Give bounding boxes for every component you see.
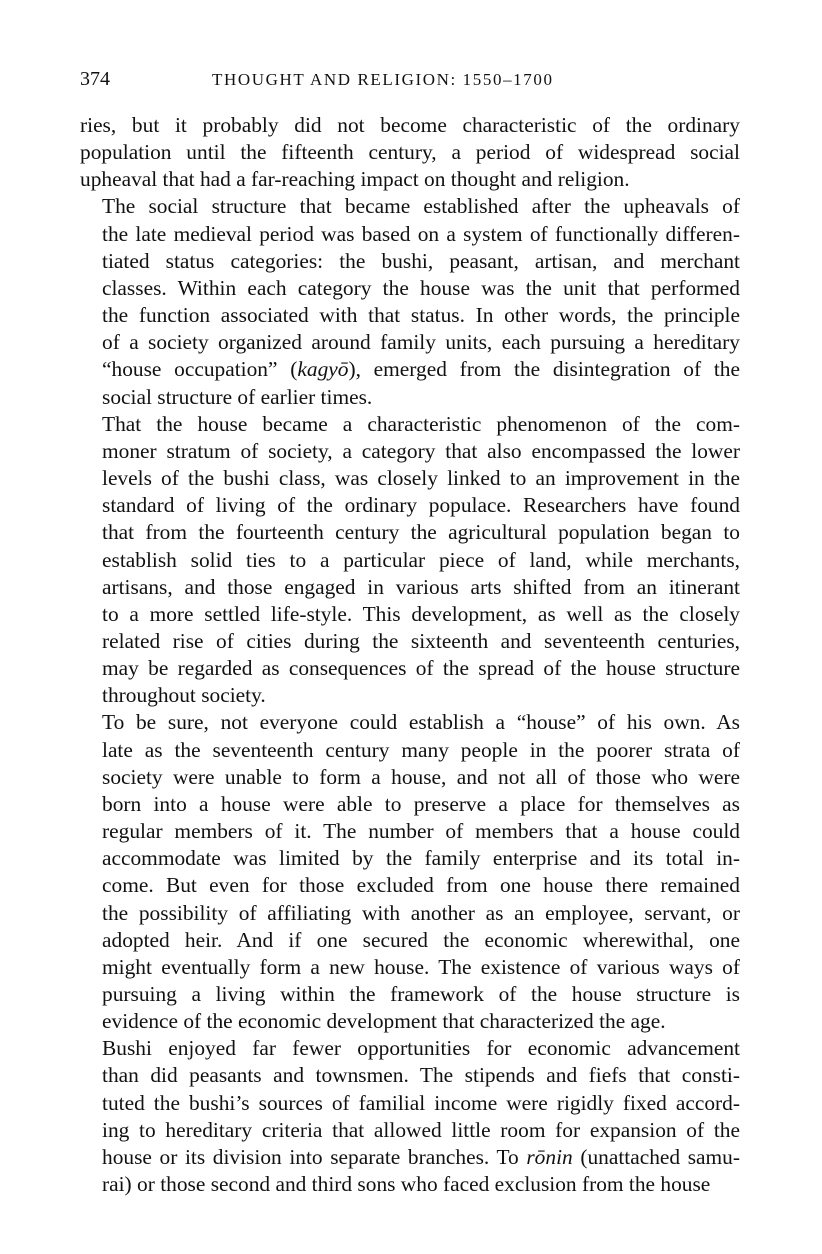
text-line: house or its division into separate branches. To rōnin (unattached samu- — [102, 1144, 740, 1169]
text-line: born into a house were able to preserve a place for themselves as — [102, 791, 740, 816]
text-line: population until the fifteenth century, a period of widespread social — [80, 140, 740, 165]
running-header — [80, 68, 740, 96]
text-line: “house occupation” (kagyō), emerged from the disintegration of the — [102, 357, 740, 382]
text-line: rai) or those second and third sons who faced exclusion from the house — [102, 1172, 711, 1197]
text-line: society were unable to form a house, and not all of those who were — [102, 764, 740, 789]
text-line: The social structure that became established after the upheavals of — [102, 194, 740, 219]
text-line: evidence of the economic development that characterized the age. — [102, 1009, 666, 1034]
text-line: tiated status categories: the bushi, peasant, artisan, and merchant — [102, 248, 740, 273]
text-line: come. But even for those excluded from one house there remained — [102, 873, 740, 898]
text-line: artisans, and those engaged in various arts shifted from an itinerant — [102, 574, 740, 599]
text-line: the possibility of affiliating with another as an employee, servant, or — [102, 900, 740, 925]
text-line: standard of living of the ordinary populace. Researchers have found — [102, 493, 740, 518]
text-line: may be regarded as consequences of the spread of the house structure — [102, 656, 740, 681]
text-line: establish solid ties to a particular piece of land, while merchants, — [102, 547, 740, 572]
text-line: throughout society. — [102, 683, 266, 708]
body-text — [80, 112, 740, 1198]
running-title: THOUGHT AND RELIGION: 1550–1700 — [212, 70, 554, 89]
text-line: accommodate was limited by the family enterprise and its total in- — [102, 846, 740, 871]
italic-term: kagyō — [297, 357, 349, 382]
text-line: than did peasants and townsmen. The stipends and fiefs that consti- — [102, 1063, 740, 1088]
text-line: pursuing a living within the framework of the house structure is — [102, 982, 740, 1006]
paragraph — [80, 709, 740, 1035]
paragraph — [80, 193, 740, 410]
text-line: the function associated with that status. In other words, the principle — [102, 303, 740, 328]
text-line: To be sure, not everyone could establish a “house” of his own. As — [102, 710, 740, 735]
text-line: levels of the bushi class, was closely linked to an improvement in the — [102, 466, 740, 491]
text-line: regular members of it. The number of members that a house could — [102, 819, 740, 844]
text-line: to a more settled life-style. This development, as well as the closely — [102, 601, 740, 626]
text-line: social structure of earlier times. — [102, 384, 373, 409]
text-line: ries, but it probably did not become characteristic of the ordinary — [80, 113, 740, 137]
text-line: might eventually form a new house. The existence of various ways of — [102, 954, 740, 979]
text-line: classes. Within each category the house was the unit that performed — [102, 275, 740, 300]
book-page — [80, 68, 740, 1198]
italic-term: rōnin — [526, 1144, 573, 1169]
paragraph — [80, 411, 740, 710]
paragraph — [80, 1035, 740, 1198]
text-line: Bushi enjoyed far fewer opportunities for economic advancement — [102, 1036, 740, 1061]
text-line: late as the seventeenth century many people in the poorer strata of — [102, 737, 740, 762]
paragraph — [80, 112, 740, 193]
text-line: That the house became a characteristic phenomenon of the com- — [102, 411, 740, 436]
text-line: tuted the bushi’s sources of familial income were rigidly fixed accord- — [102, 1090, 740, 1115]
text-line: adopted heir. And if one secured the economic wherewithal, one — [102, 927, 740, 952]
text-line: of a society organized around family units, each pursuing a hereditary — [102, 330, 740, 355]
text-line: moner stratum of society, a category that also encompassed the lower — [102, 438, 740, 463]
text-line: that from the fourteenth century the agricultural population began to — [102, 520, 740, 545]
text-line: upheaval that had a far-reaching impact on thought and religion. — [80, 167, 630, 192]
text-line: the late medieval period was based on a system of functionally differen- — [102, 221, 740, 246]
text-line: related rise of cities during the sixteenth and seventeenth centuries, — [102, 628, 740, 653]
text-line: ing to hereditary criteria that allowed little room for expansion of the — [102, 1117, 740, 1142]
page-number: 374 — [80, 68, 110, 90]
